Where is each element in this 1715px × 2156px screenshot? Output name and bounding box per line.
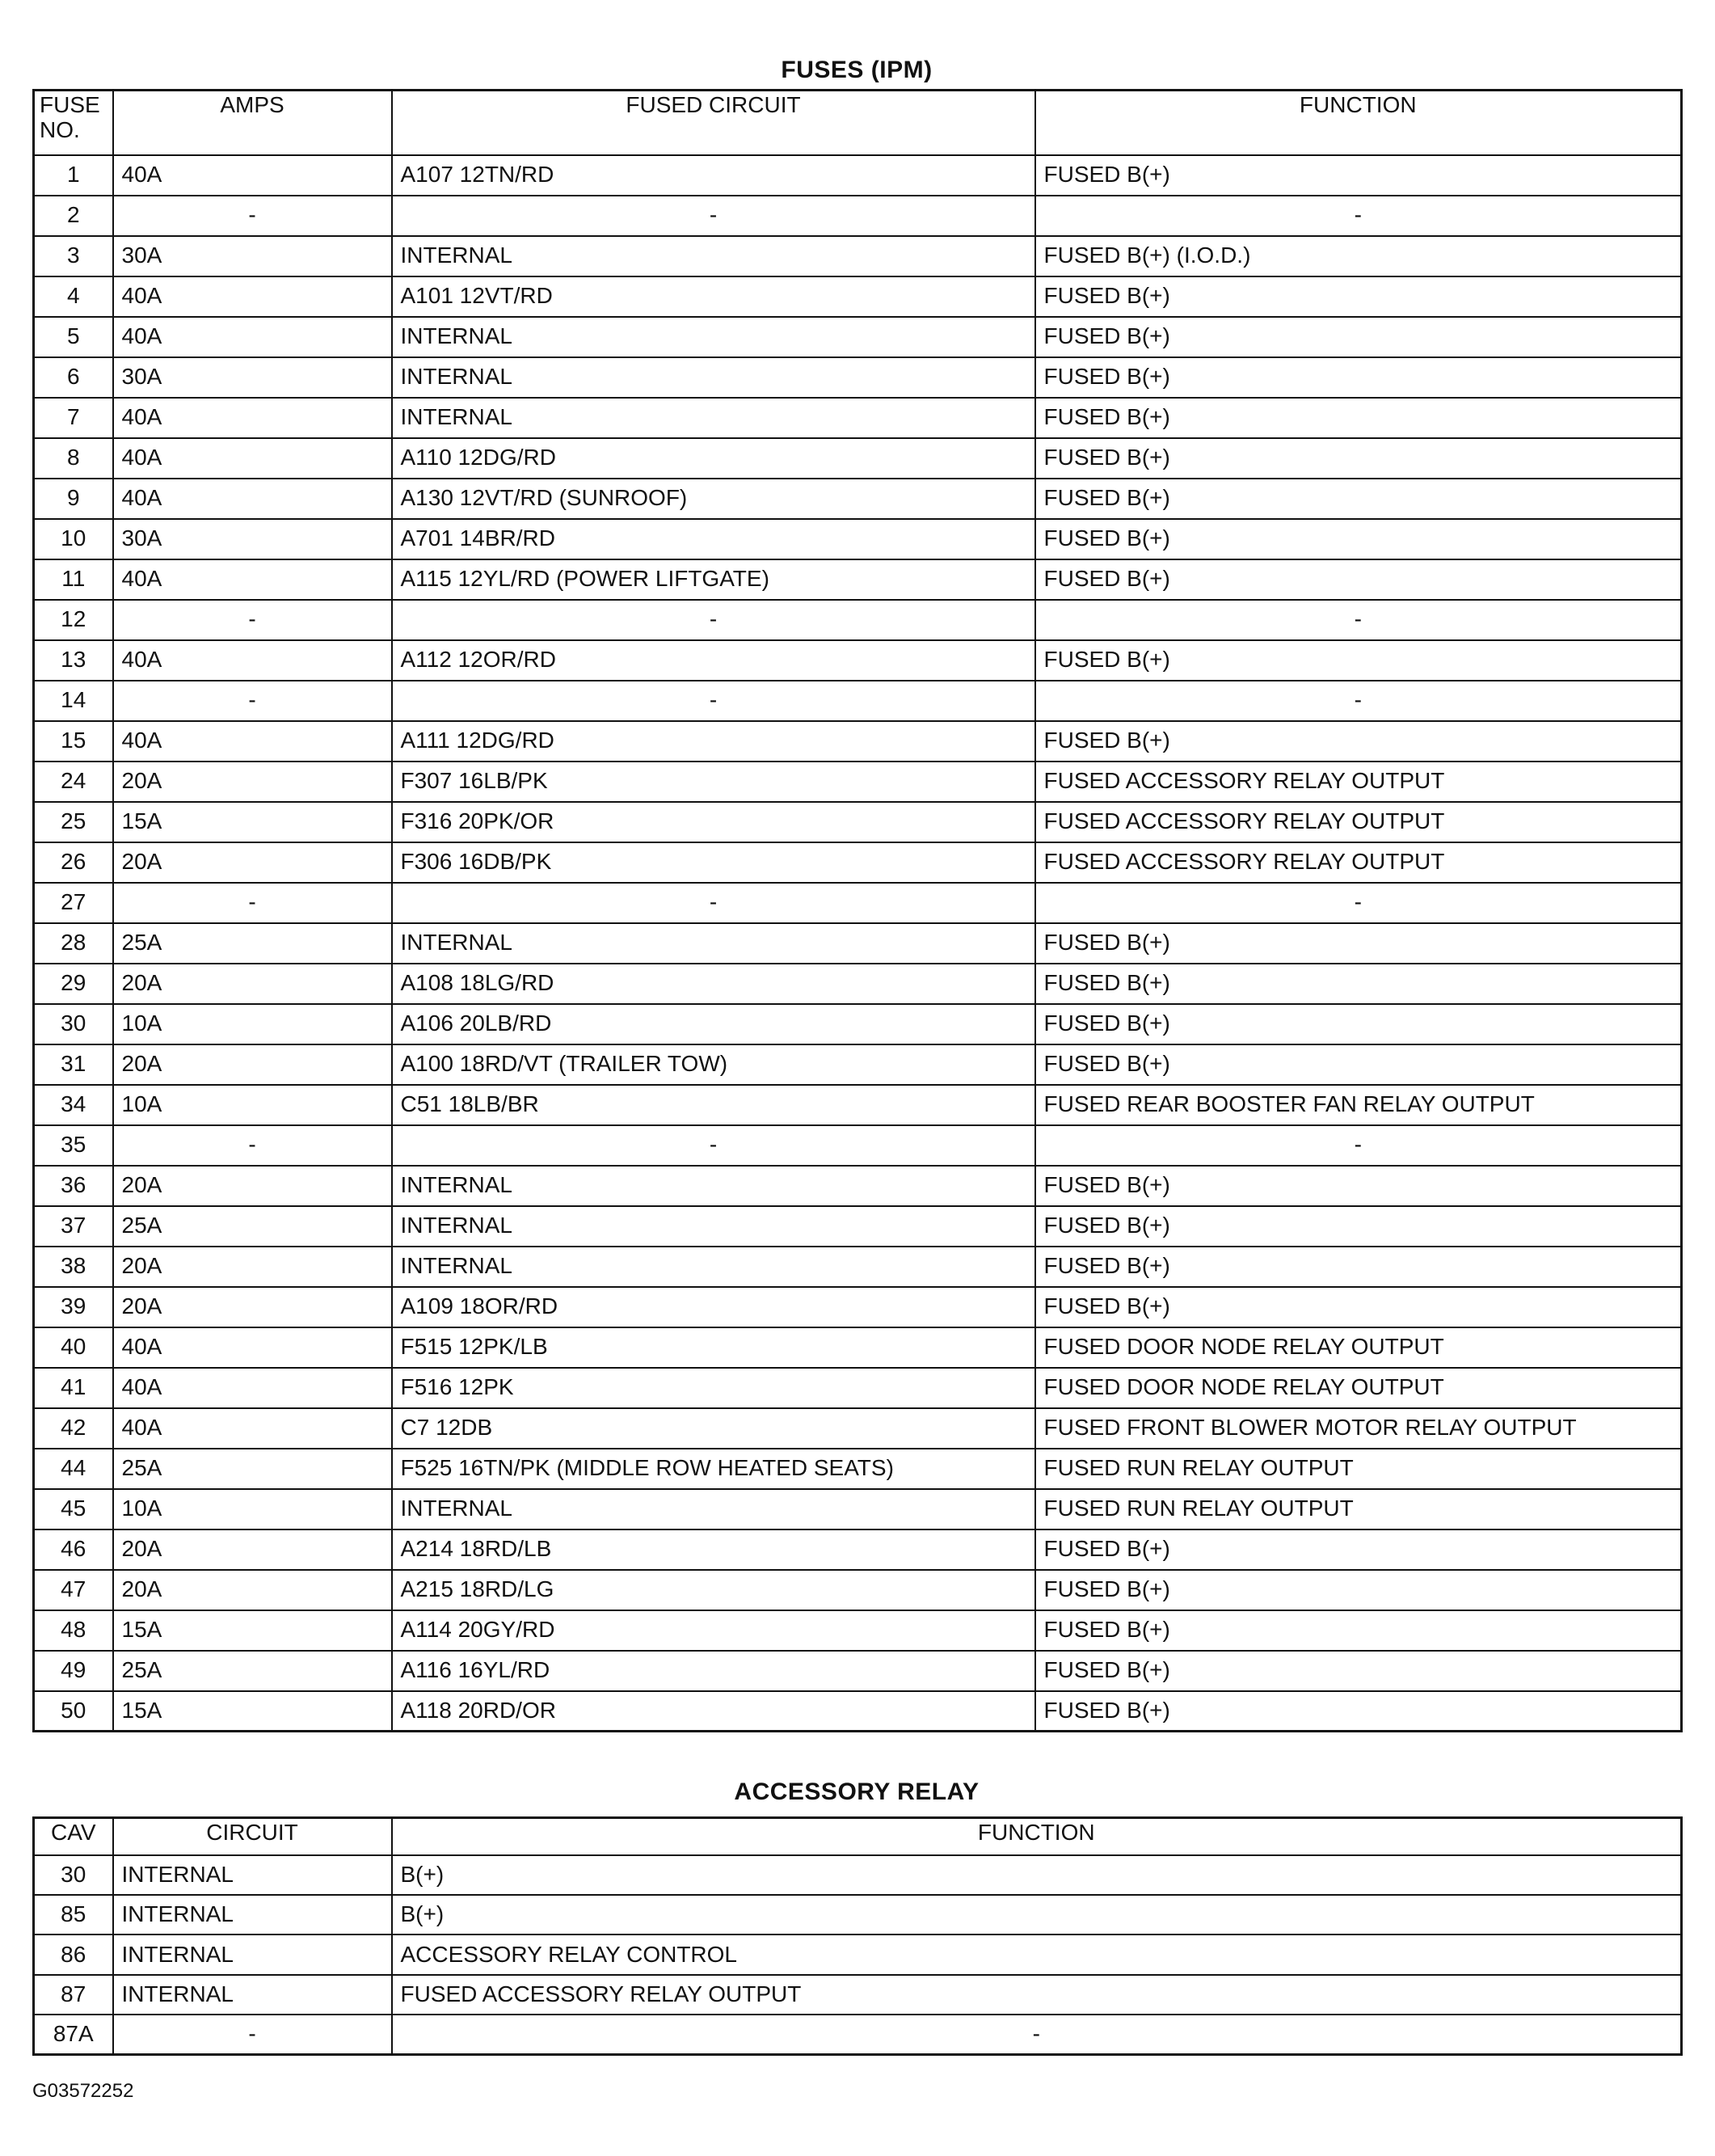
cell-fuse-no: 41 <box>34 1368 113 1408</box>
cell-fuse-no: 1 <box>34 155 113 196</box>
table-row <box>34 762 1682 802</box>
cell-amps: 20A <box>113 1044 392 1085</box>
table-row <box>34 1449 1682 1489</box>
cell-fused-circuit: F306 16DB/PK <box>392 842 1035 883</box>
cell-fused-circuit: A110 12DG/RD <box>392 438 1035 479</box>
cell-fused-circuit: INTERNAL <box>392 357 1035 398</box>
cell-fused-circuit: A116 16YL/RD <box>392 1651 1035 1691</box>
cell-function: FUSED RUN RELAY OUTPUT <box>1035 1489 1682 1529</box>
cell-function: - <box>1035 883 1682 923</box>
table-row <box>34 317 1682 357</box>
table-row <box>34 681 1682 721</box>
header-fuse-no: FUSE NO. <box>34 91 113 155</box>
header-circuit: CIRCUIT <box>113 1818 392 1855</box>
cell-relay-function: B(+) <box>392 1895 1682 1934</box>
cell-fused-circuit: - <box>392 883 1035 923</box>
table-row <box>34 357 1682 398</box>
table-row <box>34 1934 1682 1974</box>
cell-function: FUSED B(+) <box>1035 1570 1682 1610</box>
cell-amps: 40A <box>113 398 392 438</box>
table-row <box>34 1085 1682 1125</box>
cell-amps: 25A <box>113 1651 392 1691</box>
cell-function: FUSED B(+) <box>1035 1610 1682 1651</box>
cell-fuse-no: 8 <box>34 438 113 479</box>
cell-function: FUSED RUN RELAY OUTPUT <box>1035 1449 1682 1489</box>
cell-function: FUSED B(+) <box>1035 479 1682 519</box>
cell-circuit: INTERNAL <box>113 1855 392 1895</box>
table-row <box>34 559 1682 600</box>
table-row <box>34 1691 1682 1732</box>
cell-amps: 40A <box>113 155 392 196</box>
cell-amps: 25A <box>113 923 392 964</box>
cell-fused-circuit: INTERNAL <box>392 1247 1035 1287</box>
cell-function: FUSED B(+) <box>1035 964 1682 1004</box>
cell-amps: 40A <box>113 479 392 519</box>
table-row <box>34 1247 1682 1287</box>
cell-function: FUSED B(+) <box>1035 559 1682 600</box>
cell-fuse-no: 26 <box>34 842 113 883</box>
table-row <box>34 236 1682 276</box>
cell-fuse-no: 5 <box>34 317 113 357</box>
relay-header-row <box>34 1818 1682 1855</box>
cell-fused-circuit: A112 12OR/RD <box>392 640 1035 681</box>
cell-cav: 86 <box>34 1934 113 1974</box>
cell-cav: 30 <box>34 1855 113 1895</box>
cell-function: FUSED B(+) <box>1035 721 1682 762</box>
cell-fuse-no: 3 <box>34 236 113 276</box>
cell-amps: 10A <box>113 1489 392 1529</box>
cell-fused-circuit: A114 20GY/RD <box>392 1610 1035 1651</box>
cell-fused-circuit: F307 16LB/PK <box>392 762 1035 802</box>
cell-function: FUSED B(+) <box>1035 1044 1682 1085</box>
cell-amps: - <box>113 196 392 236</box>
table-row <box>34 155 1682 196</box>
cell-function: FUSED B(+) <box>1035 1691 1682 1732</box>
cell-fused-circuit: INTERNAL <box>392 236 1035 276</box>
cell-amps: 40A <box>113 640 392 681</box>
cell-amps: 20A <box>113 964 392 1004</box>
table-row <box>34 1651 1682 1691</box>
header-relay-function: FUNCTION <box>392 1818 1682 1855</box>
cell-fuse-no: 44 <box>34 1449 113 1489</box>
header-function: FUNCTION <box>1035 91 1682 155</box>
cell-function: FUSED B(+) <box>1035 1247 1682 1287</box>
cell-fuse-no: 13 <box>34 640 113 681</box>
cell-fused-circuit: A701 14BR/RD <box>392 519 1035 559</box>
cell-fuse-no: 38 <box>34 1247 113 1287</box>
cell-fused-circuit: A107 12TN/RD <box>392 155 1035 196</box>
cell-fuse-no: 9 <box>34 479 113 519</box>
cell-amps: 20A <box>113 1529 392 1570</box>
cell-amps: 40A <box>113 1327 392 1368</box>
cell-amps: 40A <box>113 1408 392 1449</box>
accessory-relay-table <box>32 1816 1683 2056</box>
cell-amps: 40A <box>113 559 392 600</box>
table-row <box>34 600 1682 640</box>
cell-amps: 20A <box>113 1166 392 1206</box>
cell-fuse-no: 45 <box>34 1489 113 1529</box>
cell-function: FUSED B(+) <box>1035 398 1682 438</box>
cell-amps: 40A <box>113 317 392 357</box>
cell-fuse-no: 10 <box>34 519 113 559</box>
cell-amps: 10A <box>113 1004 392 1044</box>
cell-fused-circuit: A100 18RD/VT (TRAILER TOW) <box>392 1044 1035 1085</box>
cell-fused-circuit: A108 18LG/RD <box>392 964 1035 1004</box>
cell-fused-circuit: INTERNAL <box>392 317 1035 357</box>
cell-function: FUSED B(+) <box>1035 155 1682 196</box>
table-row <box>34 1855 1682 1895</box>
cell-function: - <box>1035 1125 1682 1166</box>
cell-function: FUSED B(+) <box>1035 1651 1682 1691</box>
cell-amps: 15A <box>113 1691 392 1732</box>
cell-amps: 20A <box>113 1247 392 1287</box>
cell-amps: - <box>113 1125 392 1166</box>
table-row <box>34 398 1682 438</box>
cell-amps: 40A <box>113 438 392 479</box>
cell-cav: 87 <box>34 1975 113 2015</box>
table-row <box>34 1125 1682 1166</box>
table-row <box>34 842 1682 883</box>
cell-function: FUSED DOOR NODE RELAY OUTPUT <box>1035 1327 1682 1368</box>
cell-fuse-no: 37 <box>34 1206 113 1247</box>
cell-function: FUSED B(+) <box>1035 1166 1682 1206</box>
cell-fuse-no: 7 <box>34 398 113 438</box>
cell-fused-circuit: A115 12YL/RD (POWER LIFTGATE) <box>392 559 1035 600</box>
fuses-table <box>32 89 1683 1732</box>
cell-fuse-no: 24 <box>34 762 113 802</box>
cell-amps: 40A <box>113 276 392 317</box>
cell-relay-function: - <box>392 2015 1682 2054</box>
table-row <box>34 1610 1682 1651</box>
cell-fuse-no: 15 <box>34 721 113 762</box>
cell-fuse-no: 42 <box>34 1408 113 1449</box>
cell-fuse-no: 48 <box>34 1610 113 1651</box>
cell-fused-circuit: F515 12PK/LB <box>392 1327 1035 1368</box>
cell-function: FUSED B(+) <box>1035 317 1682 357</box>
cell-fuse-no: 39 <box>34 1287 113 1327</box>
cell-function: - <box>1035 681 1682 721</box>
cell-amps: 30A <box>113 519 392 559</box>
cell-function: FUSED B(+) <box>1035 1004 1682 1044</box>
cell-amps: 30A <box>113 236 392 276</box>
table-row <box>34 923 1682 964</box>
cell-cav: 85 <box>34 1895 113 1934</box>
cell-fuse-no: 34 <box>34 1085 113 1125</box>
figure-code: G03572252 <box>32 2080 134 2102</box>
cell-fuse-no: 49 <box>34 1651 113 1691</box>
cell-function: FUSED B(+) <box>1035 1529 1682 1570</box>
table-row <box>34 1895 1682 1934</box>
cell-function: FUSED B(+) <box>1035 1287 1682 1327</box>
cell-fused-circuit: F316 20PK/OR <box>392 802 1035 842</box>
table-row <box>34 1287 1682 1327</box>
cell-amps: 25A <box>113 1206 392 1247</box>
table-row <box>34 2015 1682 2054</box>
table-row <box>34 1166 1682 1206</box>
header-cav: CAV <box>34 1818 113 1855</box>
cell-fuse-no: 2 <box>34 196 113 236</box>
cell-fuse-no: 14 <box>34 681 113 721</box>
cell-function: FUSED B(+) <box>1035 1206 1682 1247</box>
cell-function: FUSED B(+) <box>1035 519 1682 559</box>
cell-function: - <box>1035 600 1682 640</box>
cell-amps: - <box>113 681 392 721</box>
table-row <box>34 1004 1682 1044</box>
cell-function: FUSED REAR BOOSTER FAN RELAY OUTPUT <box>1035 1085 1682 1125</box>
cell-amps: - <box>113 600 392 640</box>
table-row <box>34 1327 1682 1368</box>
cell-circuit: INTERNAL <box>113 1975 392 2015</box>
fuses-table-title: FUSES (IPM) <box>781 57 933 83</box>
table-row <box>34 1975 1682 2015</box>
cell-fused-circuit: - <box>392 600 1035 640</box>
cell-fuse-no: 4 <box>34 276 113 317</box>
cell-function: FUSED FRONT BLOWER MOTOR RELAY OUTPUT <box>1035 1408 1682 1449</box>
cell-amps: 30A <box>113 357 392 398</box>
cell-function: FUSED B(+) <box>1035 923 1682 964</box>
cell-amps: 10A <box>113 1085 392 1125</box>
cell-amps: 40A <box>113 1368 392 1408</box>
cell-function: FUSED ACCESSORY RELAY OUTPUT <box>1035 842 1682 883</box>
cell-fuse-no: 27 <box>34 883 113 923</box>
cell-cav: 87A <box>34 2015 113 2054</box>
header-fused-circuit: FUSED CIRCUIT <box>392 91 1035 155</box>
cell-fuse-no: 29 <box>34 964 113 1004</box>
table-row <box>34 276 1682 317</box>
table-row <box>34 1408 1682 1449</box>
cell-fused-circuit: F516 12PK <box>392 1368 1035 1408</box>
cell-circuit: - <box>113 2015 392 2054</box>
relay-table-title: ACCESSORY RELAY <box>734 1778 980 1805</box>
table-row <box>34 438 1682 479</box>
table-row <box>34 196 1682 236</box>
table-row <box>34 640 1682 681</box>
cell-circuit: INTERNAL <box>113 1895 392 1934</box>
cell-amps: 20A <box>113 762 392 802</box>
cell-relay-function: FUSED ACCESSORY RELAY OUTPUT <box>392 1975 1682 2015</box>
header-amps: AMPS <box>113 91 392 155</box>
cell-fuse-no: 47 <box>34 1570 113 1610</box>
cell-function: FUSED ACCESSORY RELAY OUTPUT <box>1035 762 1682 802</box>
fuses-header-row <box>34 91 1682 155</box>
cell-amps: 25A <box>113 1449 392 1489</box>
table-row <box>34 1206 1682 1247</box>
cell-fused-circuit: INTERNAL <box>392 923 1035 964</box>
cell-amps: 20A <box>113 1570 392 1610</box>
table-row <box>34 964 1682 1004</box>
table-row <box>34 519 1682 559</box>
cell-function: FUSED B(+) <box>1035 276 1682 317</box>
table-row <box>34 721 1682 762</box>
cell-fuse-no: 46 <box>34 1529 113 1570</box>
cell-fuse-no: 11 <box>34 559 113 600</box>
cell-fused-circuit: INTERNAL <box>392 1206 1035 1247</box>
cell-fuse-no: 36 <box>34 1166 113 1206</box>
cell-function: FUSED B(+) (I.O.D.) <box>1035 236 1682 276</box>
cell-fuse-no: 25 <box>34 802 113 842</box>
cell-fused-circuit: C7 12DB <box>392 1408 1035 1449</box>
cell-fused-circuit: - <box>392 681 1035 721</box>
cell-fuse-no: 28 <box>34 923 113 964</box>
cell-circuit: INTERNAL <box>113 1934 392 1974</box>
cell-fused-circuit: - <box>392 1125 1035 1166</box>
cell-fused-circuit: A118 20RD/OR <box>392 1691 1035 1732</box>
cell-fused-circuit: INTERNAL <box>392 1489 1035 1529</box>
cell-fused-circuit: A106 20LB/RD <box>392 1004 1035 1044</box>
cell-amps: 20A <box>113 1287 392 1327</box>
cell-fused-circuit: C51 18LB/BR <box>392 1085 1035 1125</box>
cell-relay-function: B(+) <box>392 1855 1682 1895</box>
cell-fuse-no: 40 <box>34 1327 113 1368</box>
cell-relay-function: ACCESSORY RELAY CONTROL <box>392 1934 1682 1974</box>
cell-fused-circuit: A215 18RD/LG <box>392 1570 1035 1610</box>
table-row <box>34 802 1682 842</box>
cell-fused-circuit: A109 18OR/RD <box>392 1287 1035 1327</box>
cell-amps: 15A <box>113 1610 392 1651</box>
cell-function: FUSED B(+) <box>1035 357 1682 398</box>
cell-fuse-no: 12 <box>34 600 113 640</box>
cell-fuse-no: 30 <box>34 1004 113 1044</box>
table-row <box>34 1044 1682 1085</box>
cell-function: FUSED B(+) <box>1035 438 1682 479</box>
cell-fused-circuit: INTERNAL <box>392 1166 1035 1206</box>
cell-fused-circuit: A111 12DG/RD <box>392 721 1035 762</box>
table-row <box>34 479 1682 519</box>
cell-fused-circuit: - <box>392 196 1035 236</box>
cell-fused-circuit: A214 18RD/LB <box>392 1529 1035 1570</box>
cell-function: FUSED B(+) <box>1035 640 1682 681</box>
table-row <box>34 1368 1682 1408</box>
table-row <box>34 883 1682 923</box>
table-row <box>34 1529 1682 1570</box>
cell-function: FUSED ACCESSORY RELAY OUTPUT <box>1035 802 1682 842</box>
cell-function: - <box>1035 196 1682 236</box>
table-row <box>34 1570 1682 1610</box>
cell-fuse-no: 31 <box>34 1044 113 1085</box>
cell-fused-circuit: A101 12VT/RD <box>392 276 1035 317</box>
cell-fuse-no: 50 <box>34 1691 113 1732</box>
cell-amps: - <box>113 883 392 923</box>
cell-fused-circuit: INTERNAL <box>392 398 1035 438</box>
cell-function: FUSED DOOR NODE RELAY OUTPUT <box>1035 1368 1682 1408</box>
cell-amps: 15A <box>113 802 392 842</box>
cell-amps: 20A <box>113 842 392 883</box>
cell-fuse-no: 6 <box>34 357 113 398</box>
cell-amps: 40A <box>113 721 392 762</box>
cell-fused-circuit: F525 16TN/PK (MIDDLE ROW HEATED SEATS) <box>392 1449 1035 1489</box>
cell-fused-circuit: A130 12VT/RD (SUNROOF) <box>392 479 1035 519</box>
table-row <box>34 1489 1682 1529</box>
cell-fuse-no: 35 <box>34 1125 113 1166</box>
